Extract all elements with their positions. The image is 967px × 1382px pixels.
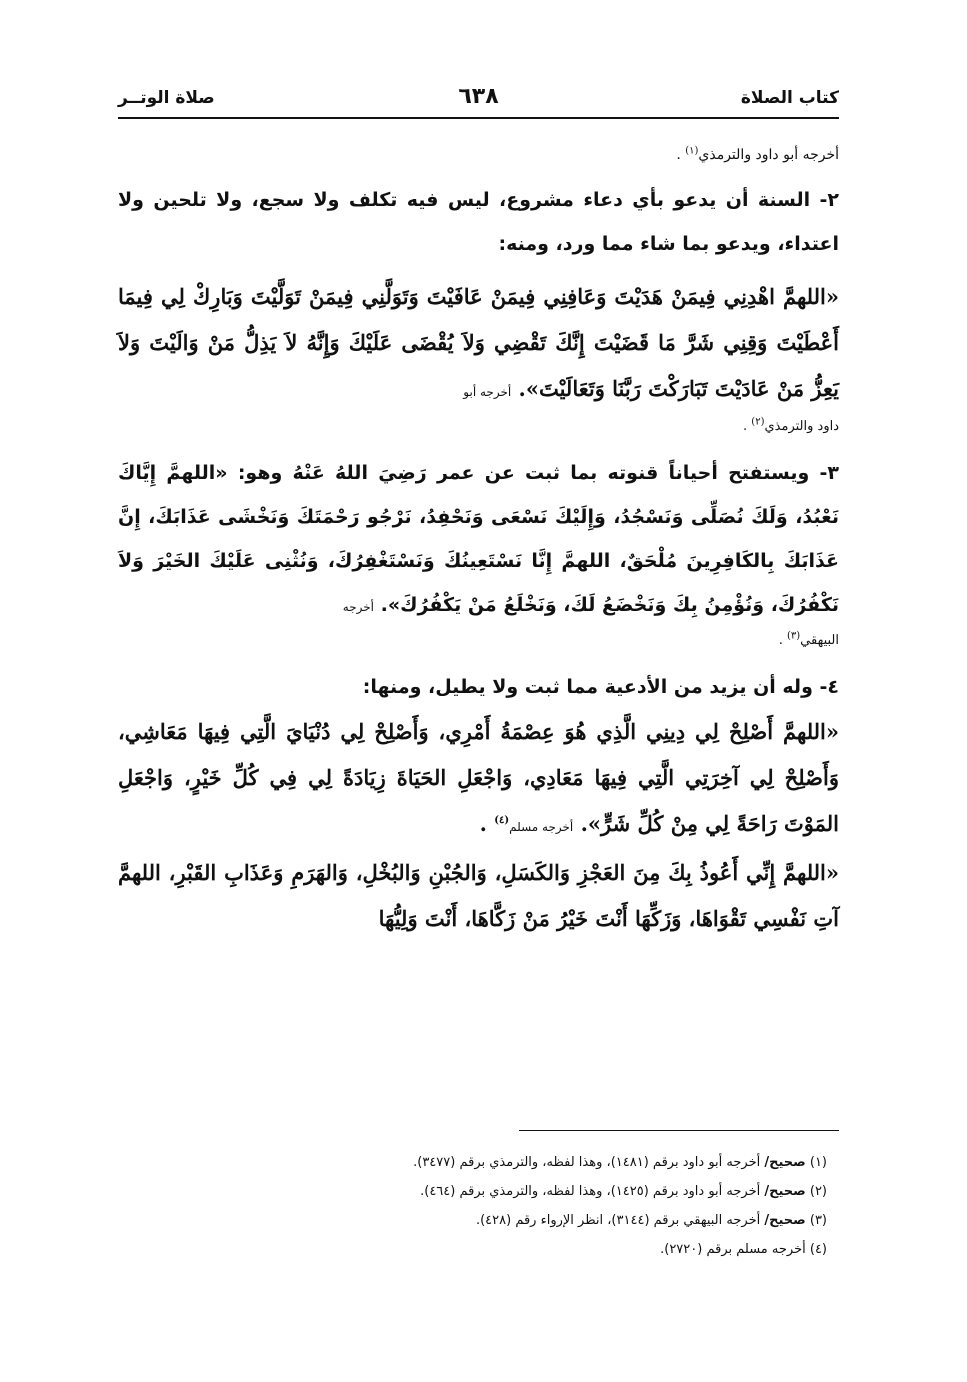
item-2-paragraph: ٢- السنة أن يدعو بأي دعاء مشروع، ليس فيه تكلف ولا سجع، ولا تلحين ولا اعتداء، ويدعو بما شاء مما ورد، ومنه: <box>118 189 839 255</box>
footnote-1: (١) صحيح/ أخرجه أبو داود برقم (١٤٨١)، وهذا لفظه، والترمذي برقم (٣٤٧٧). <box>413 1155 827 1170</box>
footnote-4: (٤) أخرجه مسلم برقم (٢٧٢٠). <box>660 1242 827 1257</box>
item-3-intro: ٣- ويستفتح أحياناً قنوته بما ثبت عن عمر رَضِيَ اللهُ عَنْهُ وهو: «اللهمَّ إِيَّاكَ نَعْبُدُ، وَلَكَ نُصَلِّى وَنَسْجُدُ، وَإِلَيْكَ نَسْعَى وَنَحْفِدُ، نَرْجُو رَحْمَتَكَ وَنَخْشَى عَذَابَكَ، إِنَّ عَذَابَكَ بِالكَافِرِينَ مُلْحَقٌ، اللهمَّ إِنَّا نَسْتَعِينُكَ وَنَسْتَغْفِرُكَ، وَنُثْنِى عَلَيْكَ الخَيْرَ وَلاَ نَكْفُرُكَ، وَنُؤْمِنُ بِكَ وَنَخْضَعُ لَكَ، وَنَخْلَعُ مَنْ يَكْفُرُكَ». أخرجه <box>118 462 840 616</box>
dua-2-source: أخرجه <box>342 600 375 614</box>
dua-3-source: أخرجه مسلم <box>509 820 574 834</box>
dua-1-source-continuation: داود والترمذي$^{(٢)}$ . <box>743 416 839 434</box>
dua-1-source: أخرجه أبو <box>463 385 512 399</box>
chapter-title: صلاة الوتــر <box>118 88 215 108</box>
dua-1: «اللهمَّ اهْدِنِي فِيمَنْ هَدَيْتَ وَعَافِنِي فِيمَنْ عَافَيْتَ وَتَوَلَّنِي فِيمَنْ تَوَلَّيْتَ وَبَارِكْ لِي فِيمَا أَعْطَيْتَ وَقِنِي شَرَّ مَا قَضَيْتَ إِنَّكَ تَقْضِي وَلاَ يُقْضَى عَلَيْكَ وَإِنَّهُ لاَ يَذِلُّ مَنْ وَالَيْتَ وَلاَ يَعِزُّ مَنْ عَادَيْتَ تَبَارَكْتَ رَبَّنَا وَتَعَالَيْتَ». أخرجه أبو <box>118 284 839 401</box>
dua-3: «اللهمَّ أَصْلِحْ لِي دِينِي الَّذِي هُوَ عِصْمَةُ أَمْرِي، وَأَصْلِحْ لِي دُنْيَايَ الَّتِي فِيهَا مَعَاشِي، وَأَصْلِحْ لِي آخِرَتِي الَّتِي فِيهَا مَعَادِي، وَاجْعَلِ الحَيَاةَ زِيَادَةً لِي فِي كُلِّ خَيْرٍ، وَاجْعَلِ المَوْتَ رَاحَةً لِي مِنْ كُلِّ شَرٍّ». أخرجه مسلم$^{(٤)}$ . <box>118 719 839 836</box>
footnote-divider <box>519 1130 839 1131</box>
footnote-ref-1: (١) <box>685 145 699 157</box>
item-4-paragraph: ٤- وله أن يزيد من الأدعية مما ثبت ولا يطيل، ومنها: <box>362 676 839 698</box>
footnote-ref-4: (٤) <box>494 815 510 826</box>
dua-4: «اللهمَّ إِنِّي أَعُوذُ بِكَ مِنَ العَجْزِ وَالكَسَلِ، وَالجُبْنِ وَالبُخْلِ، وَالهَرَمِ وَعَذَابِ القَبْرِ، اللهمَّ آتِ نَفْسِي تَقْوَاهَا، وَزَكِّهَا أَنْتَ خَيْرُ مَنْ زَكَّاهَا، أَنْتَ وَلِيُّهَا <box>118 860 839 931</box>
header-divider <box>118 117 839 119</box>
dua-2-source-continuation: البيهقي$^{(٣)}$ . <box>778 630 839 648</box>
page-number: ٦٣٨ <box>458 84 499 109</box>
footnote-2: (٢) صحيح/ أخرجه أبو داود برقم (١٤٢٥)، وهذا لفظه، والترمذي برقم (٤٦٤). <box>420 1184 827 1199</box>
main-text <box>118 142 839 942</box>
footnote-ref-3: (٣) <box>786 630 801 642</box>
paragraph-source-1: أخرجه أبو داود والترمذي$^{(١)}$ . <box>676 145 839 163</box>
footnote-3: (٣) صحيح/ أخرجه البيهقي برقم (٣١٤٤)، انظر الإرواء رقم (٤٢٨). <box>475 1213 827 1228</box>
running-header <box>118 84 839 116</box>
footnotes <box>118 1148 827 1264</box>
book-title: كتاب الصلاة <box>740 88 839 108</box>
dua-2: «اللهمَّ إِيَّاكَ نَعْبُدُ، وَلَكَ نُصَلِّى وَنَسْجُدُ، وَإِلَيْكَ نَسْعَى وَنَحْفِدُ، نَرْجُو رَحْمَتَكَ وَنَخْشَى عَذَابَكَ، إِنَّ عَذَابَكَ بِالكَافِرِينَ مُلْحَقٌ، اللهمَّ إِنَّا نَسْتَعِينُكَ وَنَسْتَغْفِرُكَ، وَنُثْنِى عَلَيْكَ الخَيْرَ وَلاَ نَكْفُرُكَ، وَنُؤْمِنُ بِكَ وَنَخْضَعُ لَكَ، وَنَخْلَعُ مَنْ يَكْفُرُكَ». <box>118 462 839 616</box>
footnote-ref-2: (٢) <box>751 416 765 428</box>
